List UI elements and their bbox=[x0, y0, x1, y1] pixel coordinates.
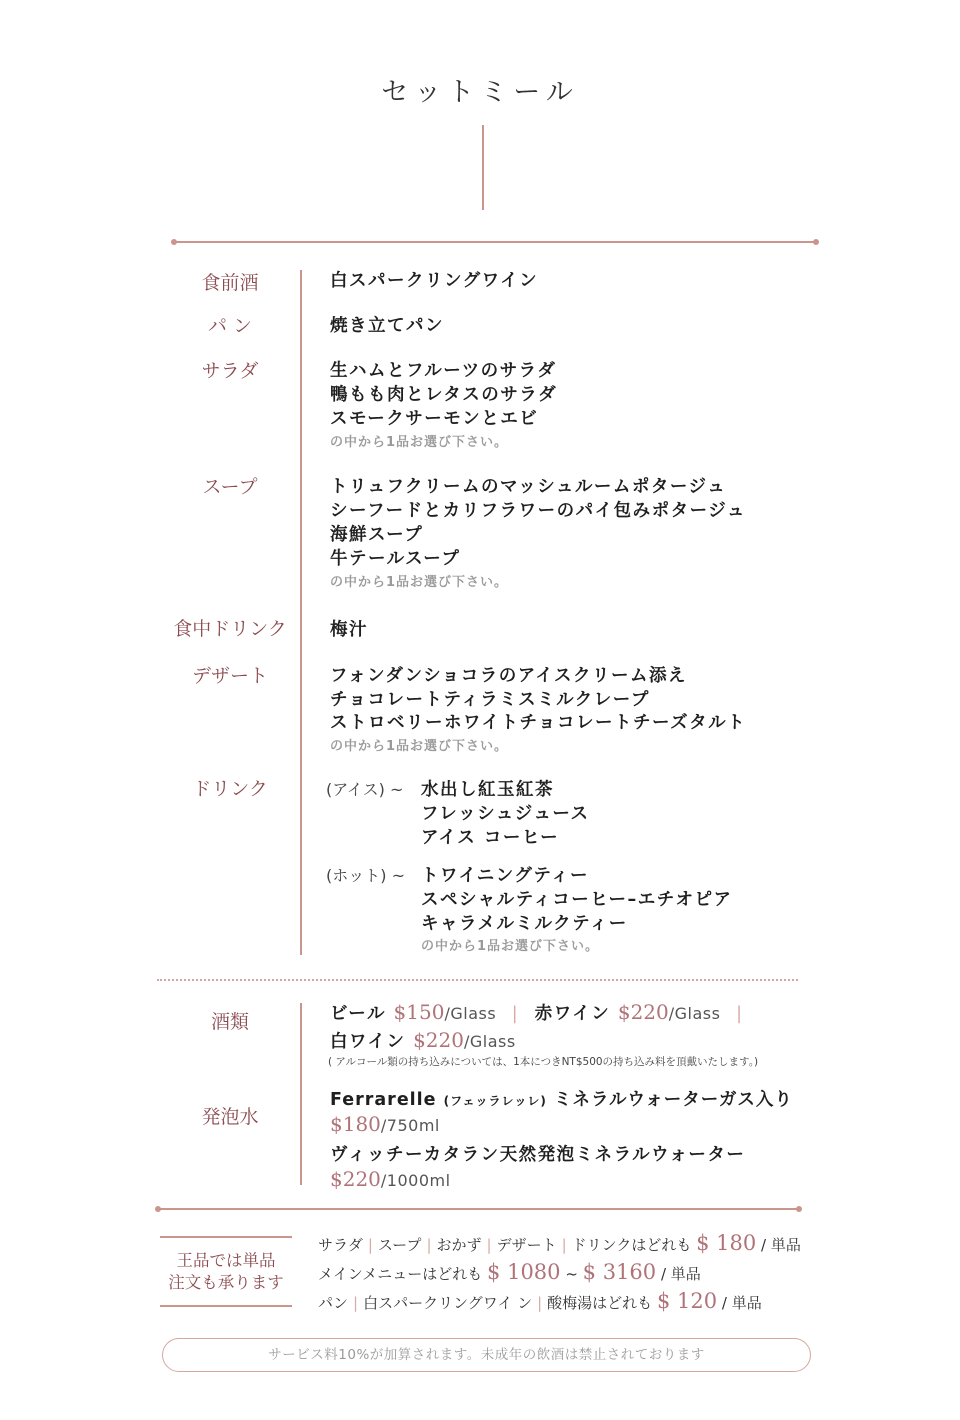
dotted-divider bbox=[157, 979, 798, 981]
white-wine-price: $220 bbox=[413, 1028, 464, 1052]
menu-item: トワイニングティー bbox=[421, 866, 590, 886]
menu-item: 白スパークリングワイン bbox=[330, 271, 539, 291]
rule-dot bbox=[155, 1206, 161, 1212]
menu-item: ストロベリーホワイトチョコレートチーズタルト bbox=[330, 713, 747, 733]
price-from: $ 1080 bbox=[487, 1260, 561, 1284]
unit: /1000ml bbox=[380, 1171, 451, 1190]
unit: /Glass bbox=[463, 1032, 516, 1051]
price-to: $ 3160 bbox=[582, 1260, 657, 1284]
item-desc: ミネラルウォーターガス入り bbox=[554, 1090, 793, 1110]
tilde: ~ bbox=[565, 1265, 578, 1283]
item-reading: (フェッラレッレ) bbox=[443, 1094, 547, 1108]
item: パン bbox=[318, 1294, 349, 1312]
choice-note: の中から1品お選び下さい。 bbox=[330, 575, 509, 590]
iced-prefix: (アイス) ~ bbox=[326, 780, 404, 799]
red-wine-price: $220 bbox=[617, 1000, 669, 1024]
label-alcohol: 酒類 bbox=[210, 1011, 249, 1033]
sparkling-item-1-price bbox=[330, 1112, 440, 1138]
page-title: セットミール bbox=[381, 77, 579, 108]
label-aperitif: 食前酒 bbox=[201, 272, 259, 294]
separator: | bbox=[511, 1004, 520, 1024]
box-rule bbox=[160, 1236, 292, 1238]
sparkling-item-2-price bbox=[330, 1167, 451, 1193]
heading-line: 注文も承ります bbox=[168, 1273, 284, 1292]
a-la-carte-heading bbox=[155, 1250, 297, 1294]
menu-item: トリュフクリームのマッシュルームポタージュ bbox=[330, 477, 727, 497]
unit: / 単品 bbox=[761, 1236, 801, 1254]
menu-item: フォンダンショコラのアイスクリーム添え bbox=[330, 666, 688, 686]
menu-item: フレッシュジュース bbox=[421, 804, 590, 824]
menu-item: 海鮮スープ bbox=[330, 525, 424, 545]
a-la-carte-line-2 bbox=[318, 1260, 701, 1286]
label-meal-drink: 食中ドリンク bbox=[173, 618, 287, 640]
choice-note: の中から1品お選び下さい。 bbox=[330, 739, 509, 754]
item: 酸梅湯はどれも bbox=[547, 1294, 653, 1312]
service-charge-notice: サービス料10%が加算されます。未成年の飲酒は禁止されております bbox=[162, 1338, 811, 1372]
price: $ 120 bbox=[656, 1289, 718, 1313]
choice-note: の中から1品お選び下さい。 bbox=[421, 939, 600, 954]
item: ドリンクはどれも bbox=[571, 1236, 692, 1254]
rule-dot bbox=[796, 1206, 802, 1212]
rule-dot bbox=[171, 239, 177, 245]
a-la-carte-line-3: パン | 白スパークリングワイ ン | 酸梅湯はどれも $ 120 / 単品 bbox=[318, 1289, 762, 1313]
menu-item: チョコレートティラミスミルクレープ bbox=[330, 690, 650, 710]
beer: ビール bbox=[330, 1004, 386, 1024]
label-drink: ドリンク bbox=[192, 778, 268, 800]
menu-item: 牛テールスープ bbox=[330, 549, 461, 569]
title-divider bbox=[482, 125, 484, 210]
sparkling-item-2: ヴィッチーカタラン天然発泡ミネラルウォーター bbox=[330, 1145, 746, 1165]
box-rule bbox=[160, 1305, 292, 1307]
label-sparkling-water: 発泡水 bbox=[201, 1106, 259, 1128]
menu-item: シーフードとカリフラワーのパイ包みポタージュ bbox=[330, 501, 746, 521]
menu-item: 水出し紅玉紅茶 bbox=[421, 780, 554, 800]
price: $180 bbox=[330, 1112, 381, 1136]
menu-item: 鴨もも肉とレタスのサラダ bbox=[330, 385, 558, 405]
unit: /750ml bbox=[380, 1116, 440, 1135]
item: デザート bbox=[496, 1236, 557, 1254]
menu-item: スモークサーモンとエビ bbox=[330, 409, 539, 429]
item: スープ bbox=[377, 1236, 422, 1254]
hot-prefix: (ホット) ~ bbox=[326, 866, 405, 885]
menu-item: 生ハムとフルーツのサラダ bbox=[330, 361, 557, 381]
sparkling-item-1 bbox=[330, 1088, 793, 1113]
separator: | bbox=[736, 1004, 744, 1024]
rule-dot bbox=[813, 239, 819, 245]
red-wine: 赤ワイン bbox=[534, 1004, 611, 1024]
price: $220 bbox=[330, 1167, 381, 1191]
top-rule bbox=[174, 241, 816, 243]
menu-item: キャラメルミルクティー bbox=[421, 914, 628, 934]
corkage-note: ( アルコール類の持ち込みについては、1本につきNT$500の持ち込み料を頂戴いたします。) bbox=[328, 1056, 759, 1068]
menu-item: スペシャルティコーヒー–エチオピア bbox=[421, 890, 733, 910]
choice-note: の中から1品お選び下さい。 bbox=[330, 435, 509, 450]
unit: /Glass bbox=[668, 1004, 721, 1023]
beer-price: $150 bbox=[393, 1000, 445, 1024]
label-salad: サラダ bbox=[201, 360, 259, 382]
heading-line: 王品では単品 bbox=[176, 1251, 276, 1270]
alcohol-line-2 bbox=[330, 1028, 516, 1054]
white-wine: 白ワイン bbox=[330, 1032, 406, 1052]
menu-item: 焼き立てパン bbox=[330, 316, 444, 336]
alcohol-line-1 bbox=[330, 1000, 751, 1026]
label-bread: パ ン bbox=[207, 315, 253, 337]
item: サラダ bbox=[318, 1236, 363, 1254]
unit: / 単品 bbox=[660, 1265, 701, 1283]
label-soup: スープ bbox=[202, 476, 258, 498]
item: 白スパークリングワイ ン bbox=[363, 1294, 533, 1312]
label-dessert: デザート bbox=[191, 665, 268, 687]
item: おかず bbox=[436, 1236, 482, 1254]
unit: /Glass bbox=[444, 1004, 497, 1023]
a-la-carte-line-1: サラダ | スープ | おかず | デザート | ドリンクはどれも $ 180 / 単品 bbox=[318, 1231, 801, 1255]
unit: / 単品 bbox=[721, 1294, 762, 1312]
bottom-rule bbox=[159, 1208, 799, 1210]
item-name: Ferrarelle bbox=[330, 1090, 437, 1110]
menu-item: 梅汁 bbox=[330, 620, 368, 640]
item: メインメニューはどれも bbox=[318, 1265, 483, 1283]
menu-item: アイス コーヒー bbox=[421, 828, 560, 848]
price: $ 180 bbox=[696, 1231, 757, 1255]
